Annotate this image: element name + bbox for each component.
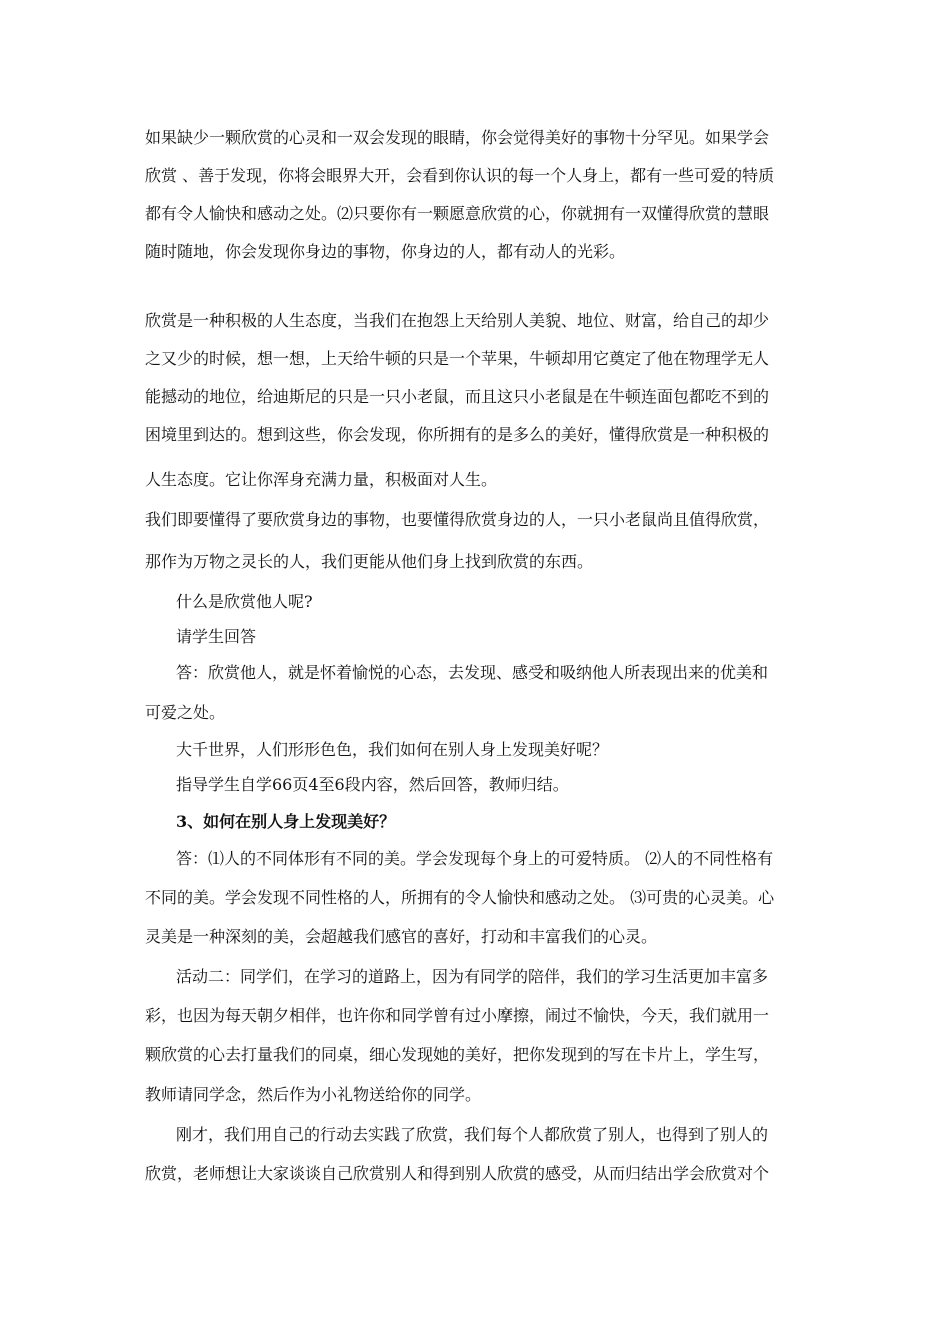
text-line: 大千世界，人们形形色色，我们如何在别人身上发现美好呢？ [176, 740, 609, 759]
text-line: 如果缺少一颗欣赏的心灵和一双会发现的眼睛，你会觉得美好的事物十分罕见。如果学会 [145, 128, 770, 147]
text-line: 可爱之处。 [145, 703, 226, 722]
text-line: 之又少的时候，想一想，上天给牛顿的只是一个苹果，牛顿却用它奠定了他在物理学无人 [145, 349, 770, 368]
text-line: 欣赏是一种积极的人生态度，当我们在抱怨上天给别人美貌、地位、财富，给自己的却少 [145, 311, 770, 330]
text-line: 请学生回答 [176, 627, 257, 646]
text-line: 那作为万物之灵长的人，我们更能从他们身上找到欣赏的东西。 [145, 552, 594, 571]
text-line: 颗欣赏的心去打量我们的同桌，细心发现她的美好，把你发现到的写在卡片上，学生写， [145, 1045, 770, 1064]
section-heading: 3、如何在别人身上发现美好？ [176, 812, 396, 831]
text-line: 我们即要懂得了要欣赏身边的事物，也要懂得欣赏身边的人，一只小老鼠尚且值得欣赏， [145, 510, 770, 529]
text-line: 随时随地，你会发现你身边的事物，你身边的人，都有动人的光彩。 [145, 242, 626, 261]
text-line: 指导学生自学66页4至6段内容，然后回答，教师归结。 [176, 775, 569, 794]
text-line: 教师请同学念，然后作为小礼物送给你的同学。 [145, 1085, 482, 1104]
text-line: 答：⑴人的不同体形有不同的美。学会发现每个身上的可爱特质。 ⑵人的不同性格有 [176, 849, 774, 868]
text-line: 人生态度。它让你浑身充满力量，积极面对人生。 [145, 470, 498, 489]
text-line: 都有令人愉快和感动之处。⑵只要你有一颗愿意欣赏的心，你就拥有一双懂得欣赏的慧眼 [145, 204, 770, 223]
text-line: 欣赏 、善于发现，你将会眼界大开，会看到你认识的每一个人身上，都有一些可爱的特质 [145, 166, 775, 185]
text-line: 彩，也因为每天朝夕相伴，也许你和同学曾有过小摩擦，闹过不愉快，今天，我们就用一 [145, 1006, 770, 1025]
text-line: 不同的美。学会发现不同性格的人，所拥有的令人愉快和感动之处。 ⑶可贵的心灵美。心 [145, 888, 775, 907]
text-line: 能撼动的地位，给迪斯尼的只是一只小老鼠，而且这只小老鼠是在牛顿连面包都吃不到的 [145, 387, 770, 406]
text-line: 刚才，我们用自己的行动去实践了欣赏，我们每个人都欣赏了别人，也得到了别人的 [176, 1125, 769, 1144]
text-line: 答：欣赏他人，就是怀着愉悦的心态，去发现、感受和吸纳他人所表现出来的优美和 [176, 663, 769, 682]
text-line: 困境里到达的。想到这些，你会发现，你所拥有的是多么的美好，懂得欣赏是一种积极的 [145, 425, 770, 444]
text-line: 活动二：同学们，在学习的道路上，因为有同学的陪伴，我们的学习生活更加丰富多 [176, 967, 769, 986]
text-line: 什么是欣赏他人呢? [176, 592, 313, 611]
text-line: 灵美是一种深刻的美，会超越我们感官的喜好，打动和丰富我们的心灵。 [145, 927, 658, 946]
text-line: 欣赏，老师想让大家谈谈自己欣赏别人和得到别人欣赏的感受，从而归结出学会欣赏对个 [145, 1164, 770, 1183]
